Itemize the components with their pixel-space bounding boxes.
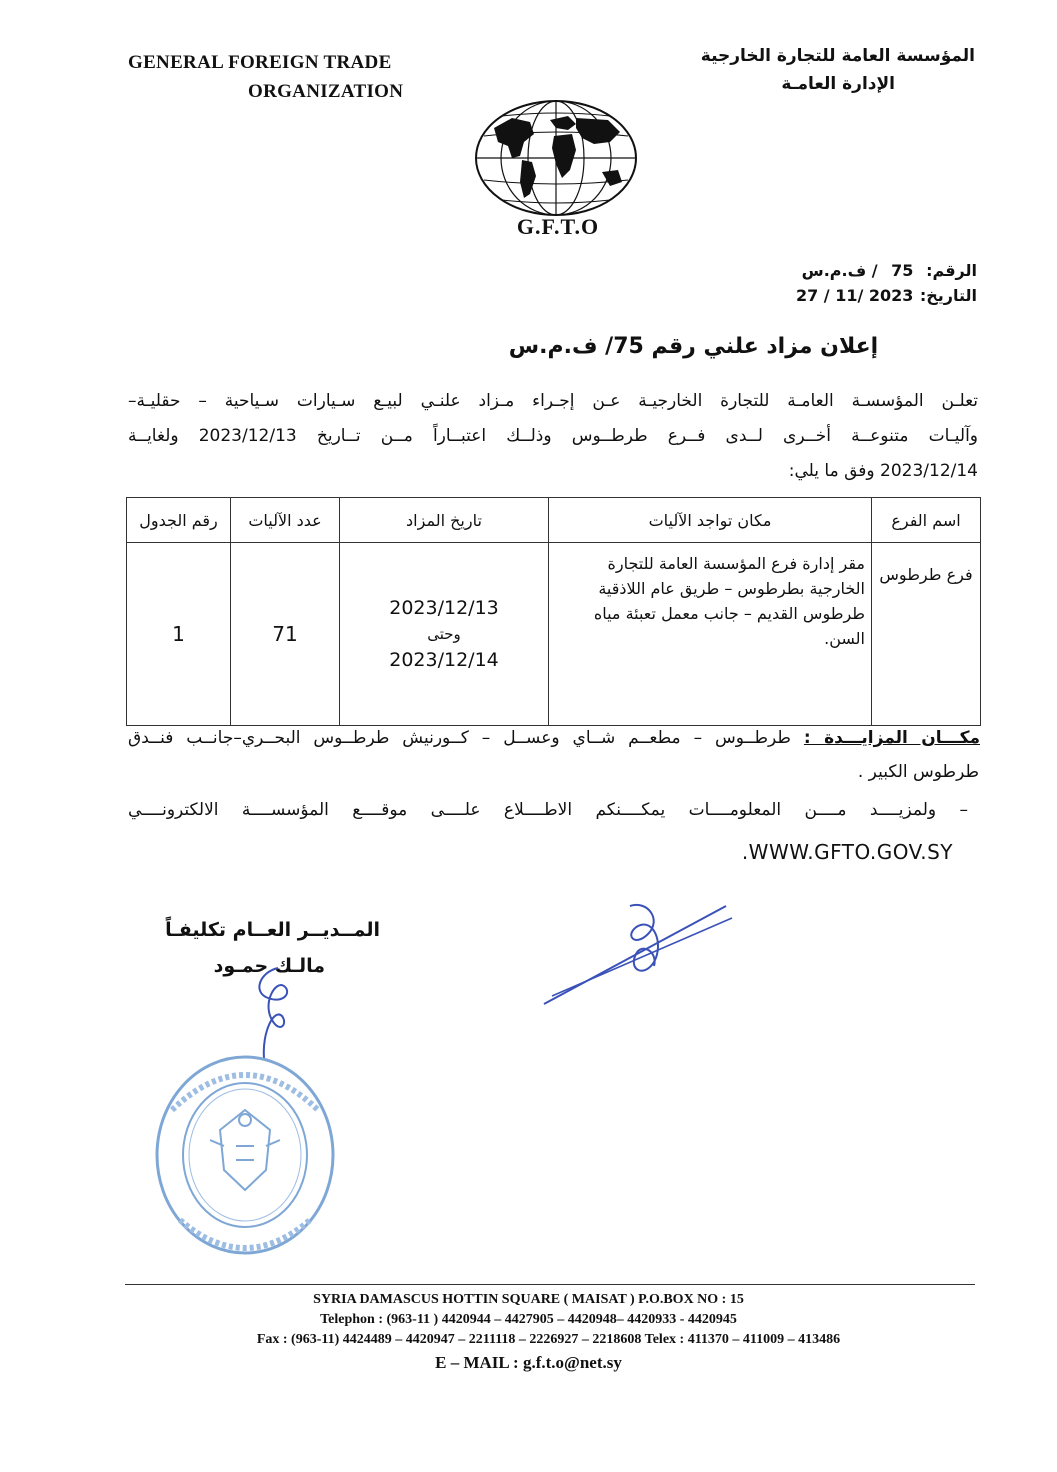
document-title	[0, 334, 1057, 359]
org-name-arabic	[655, 42, 975, 98]
reference-block	[796, 258, 977, 308]
table-header-row	[127, 498, 981, 543]
signatory-title: المــديــر العــام تكليفـاً	[165, 919, 380, 941]
auction-venue-text: طرطــوس – مطعــم شــاي وعســل – كــورنيش طرطــوس البحــري–جانــب فنــدق	[128, 728, 791, 748]
globe-logo-icon	[472, 98, 640, 218]
reference-number-label: الرقم:	[926, 261, 977, 280]
auction-venue-line2: طرطوس الكبير .	[857, 762, 979, 782]
intro-paragraph	[128, 384, 978, 489]
org-name-arabic-line1: المؤسسة العامة للتجارة الخارجية	[700, 46, 975, 66]
footer-divider	[125, 1284, 975, 1285]
table-header-count: عدد الآليات	[231, 498, 340, 543]
auction-venue-label: مكـــان المزايـــدة :	[803, 728, 980, 748]
reference-number-row	[796, 258, 977, 283]
cell-vehicle-count: 71	[231, 543, 340, 726]
org-name-english-line2: ORGANIZATION	[248, 81, 404, 102]
document-title-text: إعلان مزاد علني رقم 75/ ف.م.س	[508, 334, 879, 359]
cell-table-number: 1	[127, 543, 231, 726]
signatory-name: مالـك حمـود	[213, 955, 325, 977]
auction-venue	[128, 720, 980, 756]
table-header-date: تاريخ المزاد	[340, 498, 549, 543]
table-header-location: مكان تواجد الآليات	[549, 498, 872, 543]
table-header-branch: اسم الفرع	[872, 498, 981, 543]
footer-email: E – MAIL : g.f.t.o@net.sy	[435, 1353, 622, 1372]
reference-date-row	[796, 283, 977, 308]
table-row	[127, 543, 981, 726]
cell-location: مقر إدارة فرع المؤسسة العامة للتجارة الخارجية بطرطوس – طريق عام اللاذقية طرطوس القديم – جانب معمل تعبئة مياه السن.	[549, 543, 872, 726]
date-to: 2023/12/14	[389, 649, 499, 671]
org-name-english-line1: GENERAL FOREIGN TRADE	[128, 52, 392, 73]
intro-line-3: 2023/12/14 وفق ما يلي:	[788, 461, 978, 481]
reference-number-suffix: / ف.م.س	[801, 261, 878, 280]
initials-signature-icon	[238, 962, 308, 1062]
table-header-table-number: رقم الجدول	[127, 498, 231, 543]
reference-date-value: 27 / 11/ 2023	[795, 286, 914, 305]
reference-date-label: التاريخ:	[919, 286, 977, 305]
footer	[0, 1290, 1057, 1376]
official-stamp-icon	[150, 1050, 340, 1260]
cell-auction-date	[340, 543, 549, 726]
date-from: 2023/12/13	[389, 597, 499, 619]
more-info-text: – ولمزيــــد مــــن المعلومــــات يمكــــنكم الاطــــلاع علــــى موقــــع المؤسســــة الالكترونــــي	[128, 800, 968, 820]
intro-line-1: تعلـن المؤسسـة العامـة للتجارة الخارجيـة عـن إجـراء مـزاد علنـي لبيـع سـيارات سـياحية – حقليـة–	[128, 391, 978, 411]
reference-number-value: 75	[891, 261, 914, 280]
auction-table	[126, 497, 981, 726]
org-name-arabic-line2: الإدارة العامـة	[781, 74, 895, 94]
website-url: .WWW.GFTO.GOV.SY	[741, 840, 953, 864]
footer-telephone: Telephon : (963-11 ) 4420944 – 4427905 – 4420948– 4420933 - 4420945	[320, 1312, 737, 1327]
footer-fax: Fax : (963-11) 4424489 – 4420947 – 2211118 – 2226927 – 2218608 Telex : 411370 – 411009 – 413486	[256, 1332, 841, 1347]
cell-branch: فرع طرطوس	[872, 543, 981, 726]
footer-address: SYRIA DAMASCUS HOTTIN SQUARE ( MAISAT ) P.O.BOX NO : 15	[313, 1292, 744, 1307]
handwritten-signature-icon	[538, 900, 738, 1010]
org-name-english	[128, 48, 418, 106]
logo-caption: G.F.T.O	[516, 214, 600, 239]
date-separator: وحتى	[427, 625, 461, 643]
intro-line-2: وآليـات متنوعــة أخــرى لــدى فــرع طرطــوس وذلــك اعتبــاراً مــن تــاريخ 2023/12/13 ولغايــة	[128, 426, 978, 446]
